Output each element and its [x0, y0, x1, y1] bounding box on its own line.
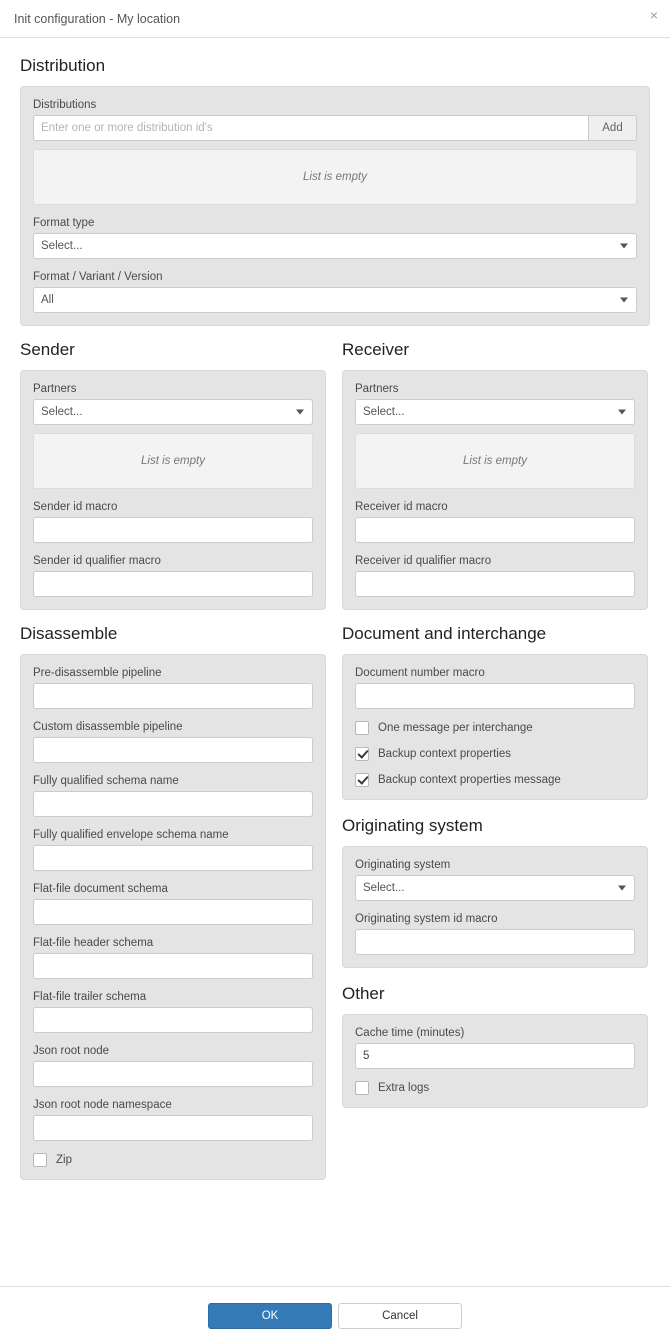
extra-logs-label: Extra logs: [378, 1082, 430, 1094]
dialog-titlebar: [0, 0, 670, 38]
dialog-title: Init configuration - My location: [14, 11, 181, 26]
receiver-column: [342, 340, 648, 610]
fully-qualified-envelope-schema-name-label: Fully qualified envelope schema name: [33, 829, 229, 841]
one-message-per-interchange-label: One message per interchange: [378, 722, 533, 734]
right-column: [342, 624, 648, 1180]
disassemble-column: [20, 624, 326, 1180]
sender-id-macro-input[interactable]: [33, 517, 313, 543]
cache-time-label: Cache time (minutes): [355, 1027, 465, 1039]
document-number-macro-input[interactable]: [355, 683, 635, 709]
section-title-disassemble: Disassemble: [20, 624, 118, 643]
sender-partners-select[interactable]: [33, 399, 313, 425]
distribution-panel: [20, 86, 650, 326]
chevron-down-icon: [296, 410, 304, 415]
add-distribution-button[interactable]: Add: [589, 115, 637, 141]
sender-partners-value: Select...: [41, 406, 83, 418]
backup-context-properties-label: Backup context properties: [378, 748, 511, 760]
json-root-node-label: Json root node: [33, 1045, 110, 1057]
other-panel: [342, 1014, 648, 1108]
chevron-down-icon: [620, 298, 628, 303]
extra-logs-checkbox[interactable]: [355, 1081, 369, 1095]
one-message-per-interchange-row[interactable]: [355, 721, 635, 735]
sender-partners-label: Partners: [33, 383, 77, 395]
zip-checkbox-row[interactable]: [33, 1153, 313, 1167]
sender-column: [20, 340, 326, 610]
close-icon[interactable]: ×: [649, 7, 658, 23]
document-interchange-panel: [342, 654, 648, 800]
receiver-id-macro-label: Receiver id macro: [355, 501, 448, 513]
flat-file-header-schema-label: Flat-file header schema: [33, 937, 154, 949]
backup-context-properties-message-row[interactable]: [355, 773, 635, 787]
sender-id-qualifier-macro-input[interactable]: [33, 571, 313, 597]
receiver-id-qualifier-macro-input[interactable]: [355, 571, 635, 597]
cache-time-input[interactable]: [355, 1043, 635, 1069]
dialog-footer: [0, 1286, 670, 1344]
section-title-sender: Sender: [20, 340, 75, 359]
receiver-panel: [342, 370, 648, 610]
flat-file-header-schema-input[interactable]: [33, 953, 313, 979]
receiver-partners-value: Select...: [363, 406, 405, 418]
receiver-partners-select[interactable]: [355, 399, 635, 425]
receiver-id-macro-input[interactable]: [355, 517, 635, 543]
originating-system-id-macro-label: Originating system id macro: [355, 913, 498, 925]
one-message-per-interchange-checkbox[interactable]: [355, 721, 369, 735]
json-root-node-input[interactable]: [33, 1061, 313, 1087]
backup-context-properties-message-label: Backup context properties message: [378, 774, 561, 786]
flat-file-trailer-schema-input[interactable]: [33, 1007, 313, 1033]
originating-system-id-macro-input[interactable]: [355, 929, 635, 955]
sender-id-macro-label: Sender id macro: [33, 501, 118, 513]
format-variant-version-label: Format / Variant / Version: [33, 271, 163, 283]
receiver-partners-empty-list: List is empty: [355, 433, 635, 489]
json-root-node-namespace-input[interactable]: [33, 1115, 313, 1141]
distributions-empty-list: List is empty: [33, 149, 637, 205]
sender-receiver-row: [20, 340, 650, 610]
distributions-input[interactable]: [33, 115, 589, 141]
sender-partners-empty-list: List is empty: [33, 433, 313, 489]
originating-system-value: Select...: [363, 882, 405, 894]
section-title-receiver: Receiver: [342, 340, 410, 359]
sender-panel: [20, 370, 326, 610]
fully-qualified-schema-name-input[interactable]: [33, 791, 313, 817]
receiver-partners-label: Partners: [355, 383, 399, 395]
fully-qualified-envelope-schema-name-input[interactable]: [33, 845, 313, 871]
flat-file-document-schema-label: Flat-file document schema: [33, 883, 168, 895]
chevron-down-icon: [618, 410, 626, 415]
format-type-value: Select...: [41, 240, 83, 252]
sender-id-qualifier-macro-label: Sender id qualifier macro: [33, 555, 161, 567]
extra-logs-row[interactable]: [355, 1081, 635, 1095]
receiver-id-qualifier-macro-label: Receiver id qualifier macro: [355, 555, 492, 567]
json-root-node-namespace-label: Json root node namespace: [33, 1099, 172, 1111]
flat-file-trailer-schema-label: Flat-file trailer schema: [33, 991, 147, 1003]
distributions-input-group: [33, 115, 637, 141]
fully-qualified-schema-name-label: Fully qualified schema name: [33, 775, 179, 787]
pre-disassemble-pipeline-label: Pre-disassemble pipeline: [33, 667, 162, 679]
chevron-down-icon: [620, 244, 628, 249]
zip-label: Zip: [56, 1154, 72, 1166]
flat-file-document-schema-input[interactable]: [33, 899, 313, 925]
section-title-other: Other: [342, 984, 385, 1003]
chevron-down-icon: [618, 886, 626, 891]
disassemble-panel: [20, 654, 326, 1180]
originating-system-label: Originating system: [355, 859, 451, 871]
ok-button[interactable]: OK: [208, 1303, 332, 1329]
backup-context-properties-row[interactable]: [355, 747, 635, 761]
distributions-label: Distributions: [33, 99, 97, 111]
custom-disassemble-pipeline-input[interactable]: [33, 737, 313, 763]
document-number-macro-label: Document number macro: [355, 667, 485, 679]
dialog-content: [0, 38, 670, 1250]
zip-checkbox[interactable]: [33, 1153, 47, 1167]
backup-context-properties-checkbox[interactable]: [355, 747, 369, 761]
backup-context-properties-message-checkbox[interactable]: [355, 773, 369, 787]
format-variant-version-select[interactable]: [33, 287, 637, 313]
pre-disassemble-pipeline-input[interactable]: [33, 683, 313, 709]
originating-system-select[interactable]: [355, 875, 635, 901]
disassemble-right-row: [20, 624, 650, 1180]
section-title-document-interchange: Document and interchange: [342, 624, 547, 643]
cancel-button[interactable]: Cancel: [338, 1303, 462, 1329]
format-variant-version-value: All: [41, 294, 54, 306]
section-title-distribution: Distribution: [20, 56, 106, 75]
originating-system-panel: [342, 846, 648, 968]
section-title-originating-system: Originating system: [342, 816, 483, 835]
custom-disassemble-pipeline-label: Custom disassemble pipeline: [33, 721, 183, 733]
format-type-select[interactable]: [33, 233, 637, 259]
format-type-label: Format type: [33, 217, 95, 229]
